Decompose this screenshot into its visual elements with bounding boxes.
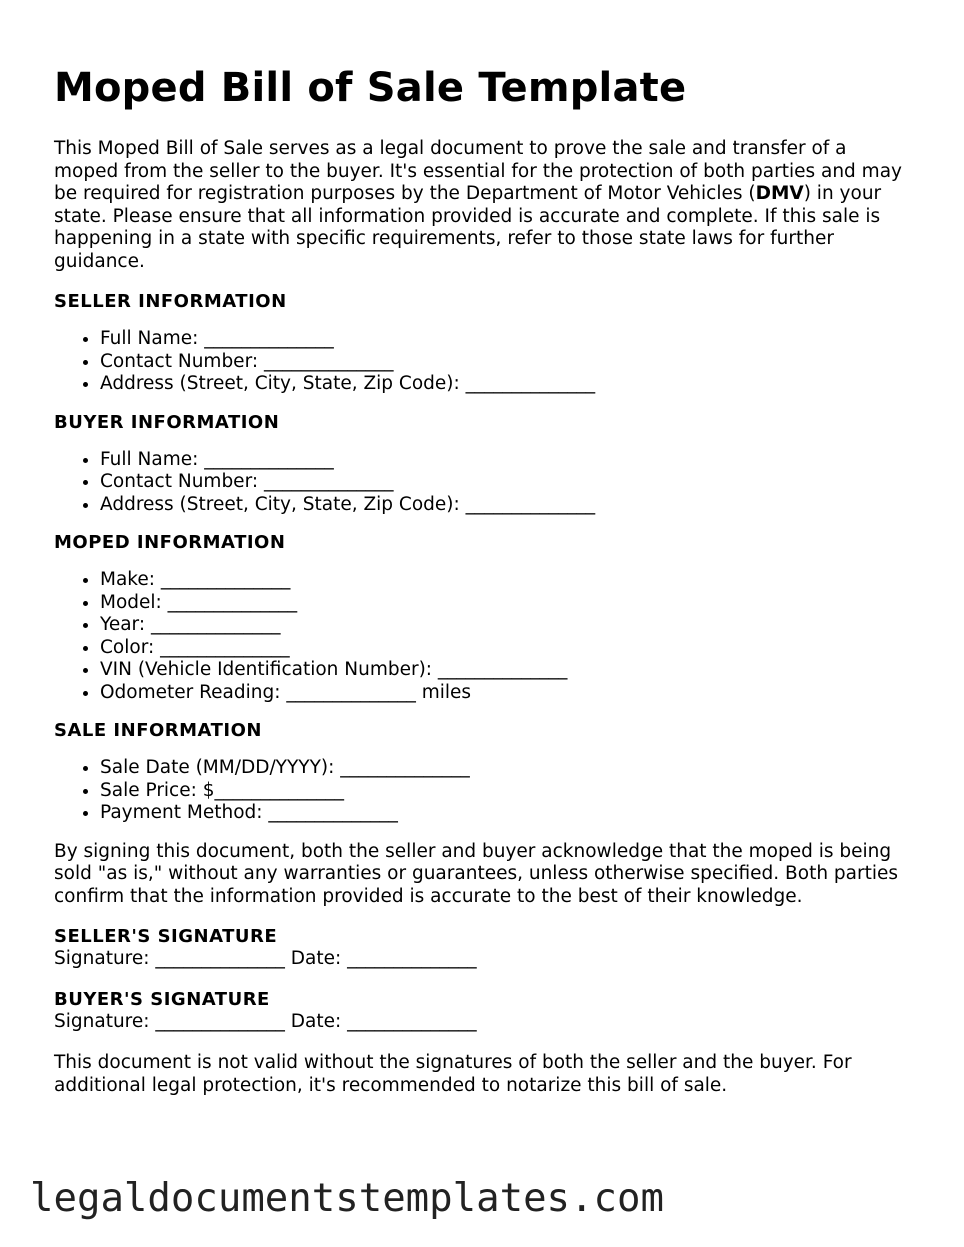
seller-info-list (54, 328, 914, 396)
buyer-info-list (54, 449, 914, 517)
intro-dmv-bold: DMV (755, 183, 804, 204)
document-page (54, 64, 914, 1097)
moped-info-list (54, 569, 914, 704)
moped-make: • Make: ______________ (100, 569, 914, 592)
buyer-signature-line: Signature: ______________ Date: ______________ (54, 1011, 477, 1032)
seller-signature-block (54, 926, 914, 970)
buyer-contact-number: • Contact Number: ______________ (100, 471, 914, 494)
acknowledgment-paragraph: By signing this document, both the seller and buyer acknowledge that the moped is being sold "as is," without any warranties or guarantees, unless otherwise specified. Both parties confirm that the information provided is accurate to the best of their knowledge. (54, 840, 899, 907)
closing-paragraph: This document is not valid without the signatures of both the seller and the buyer. For additional legal protection, it's recommended to notarize this bill of sale. (54, 1052, 852, 1096)
buyer-info-heading: BUYER INFORMATION (54, 411, 280, 433)
document-title: Moped Bill of Sale Template (54, 65, 687, 111)
intro-paragraph (54, 138, 914, 273)
seller-contact-number: • Contact Number: ______________ (100, 351, 914, 374)
buyer-address: • Address (Street, City, State, Zip Code): ______________ (100, 494, 914, 517)
seller-info-heading: SELLER INFORMATION (54, 291, 287, 312)
payment-method: • Payment Method: ______________ (100, 802, 914, 825)
site-watermark: legaldocumentstemplates.com (30, 1176, 664, 1221)
seller-address: • Address (Street, City, State, Zip Code): ______________ (100, 373, 914, 396)
seller-signature-line: Signature: ______________ Date: ______________ (54, 948, 477, 969)
sale-price: • Sale Price: $______________ (100, 780, 914, 803)
moped-vin: • VIN (Vehicle Identification Number): ______________ (100, 659, 914, 682)
seller-signature-heading: SELLER'S SIGNATURE (54, 926, 278, 947)
moped-odometer: • Odometer Reading: ______________ miles (100, 682, 914, 705)
sale-date: • Sale Date (MM/DD/YYYY): ______________ (100, 757, 914, 780)
seller-full-name: • Full Name: ______________ (100, 328, 914, 351)
intro-text-1: This Moped Bill of Sale serves as a legal document to prove the sale and transfer of a moped from the seller to the buyer. It's essential for the protection of both parties and may be required for registration purposes by the Department of Motor Vehicles ( (54, 138, 902, 204)
moped-model: • Model: ______________ (100, 592, 914, 615)
intro-text-2: ) in your state. Please ensure that all information provided is accurate and complete. If this sale is happening in a state with specific requirements, refer to those state laws for further guidance. (54, 183, 882, 272)
moped-info-heading: MOPED INFORMATION (54, 532, 286, 553)
sale-info-heading: SALE INFORMATION (54, 720, 262, 741)
sale-info-list (54, 757, 914, 825)
buyer-signature-block (54, 989, 914, 1033)
moped-year: • Year: ______________ (100, 614, 914, 637)
moped-color: • Color: ______________ (100, 637, 914, 660)
buyer-full-name: • Full Name: ______________ (100, 449, 914, 472)
buyer-signature-heading: BUYER'S SIGNATURE (54, 989, 270, 1010)
